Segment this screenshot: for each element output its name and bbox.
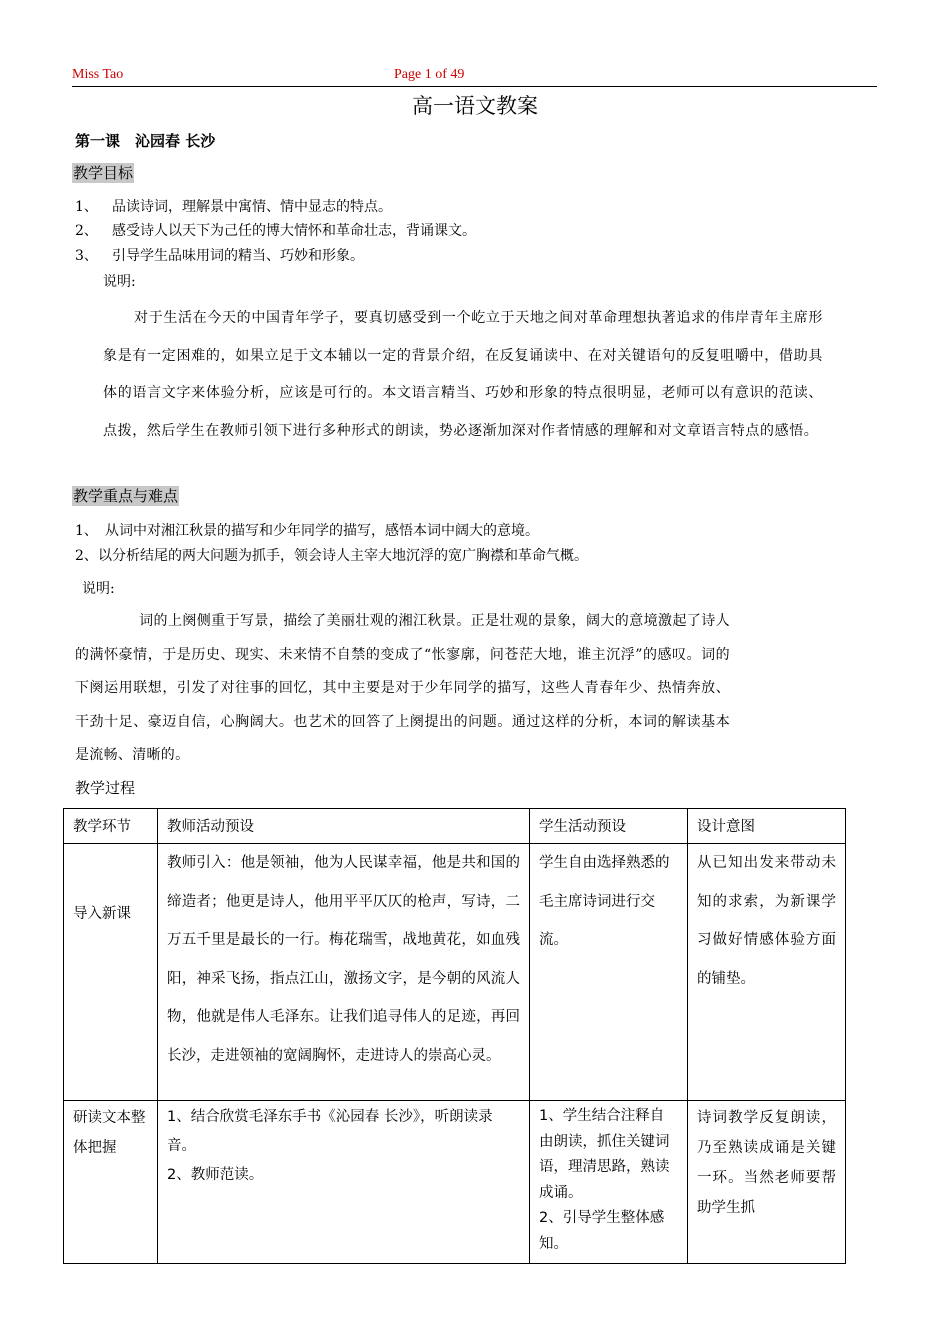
key-points-note-paragraph <box>75 605 730 773</box>
teacher-cell <box>158 1101 530 1264</box>
design-intent: 诗词教学反复朗读，乃至熟读成诵是关键一环。当然老师要帮助学生抓 <box>697 1110 836 1216</box>
table-header-row <box>64 809 846 844</box>
column-header: 教学环节 <box>64 809 158 844</box>
student-activity-line: 1、学生结合注释自由朗读，抓住关键词语，理清思路，熟读成诵。 <box>539 1108 670 1201</box>
goals-note-label: 说明: <box>103 274 136 290</box>
stage-cell <box>64 1101 158 1264</box>
goals-heading: 教学目标 <box>73 164 134 182</box>
key-points-note-text: 词的上阕侧重于写景，描绘了美丽壮观的湘江秋景。正是壮观的景象，阔大的意境激起了诗人的满怀豪情，于是历史、现实、未来情不自禁的变成了“怅寥廓，问苍茫大地，谁主沉浮”的感叹。词的下阕运用联想，引发了对往事的回忆，其中主要是对于少年同学的描写，这些人青春年少、热情奔放、干劲十足、豪迈自信，心胸阔大。也艺术的回答了上阕提出的问题。通过这样的分析，本词的解读基本是流畅、清晰的。 <box>75 613 730 763</box>
goals-note-text: 对于生活在今天的中国青年学子，要真切感受到一个屹立于天地之间对革命理想执著追求的伟岸青年主席形象是有一定困难的，如果立足于文本辅以一定的背景介绍，在反复诵读中、在对关键语句的反复咀嚼中，借助具体的语言文字来体验分析，应该是可行的。本文语言精当、巧妙和形象的特点很明显，老师可以有意识的范读、点拨，然后学生在教师引领下进行多种形式的朗读，势必逐渐加深对作者情感的理解和对文章语言特点的感悟。 <box>103 310 823 439</box>
goal-item-number: 3、 <box>75 248 98 264</box>
table-row <box>64 1101 846 1264</box>
goal-item <box>75 196 392 216</box>
goal-item <box>75 245 364 265</box>
teacher-activity-line: 2、教师范读。 <box>167 1167 264 1183</box>
lesson-title: 第一课 沁园春 长沙 <box>75 132 216 150</box>
key-points-note-label: 说明: <box>82 581 115 597</box>
student-activity-line: 2、引导学生整体感知。 <box>539 1210 665 1252</box>
teacher-activity: 教师引入：他是领袖，他为人民谋幸福，他是共和国的缔造者；他更是诗人，他用平平仄仄的枪声，写诗，二万五千里是最长的一行。梅花瑞雪，战地黄花，如血残阳，神采飞扬，指点江山，激扬文字，是今朝的风流人物，他就是伟人毛泽东。让我们追寻伟人的足迹，再回长沙，走进领袖的宽阔胸怀，走进诗人的崇高心灵。 <box>167 855 520 1064</box>
column-header: 教师活动预设 <box>158 809 530 844</box>
key-point-number: 1、 <box>75 523 98 539</box>
header-author: Miss Tao <box>72 67 124 82</box>
key-point-text: 从词中对湘江秋景的描写和少年同学的描写，感悟本词中阔大的意境。 <box>105 523 539 539</box>
stage-label: 导入新课 <box>73 906 131 922</box>
design-intent: 从已知出发来带动未知的求索，为新课学习做好情感体验方面的铺垫。 <box>697 855 836 987</box>
column-header: 学生活动预设 <box>530 809 688 844</box>
goal-item <box>75 220 476 240</box>
key-point-item <box>75 520 539 540</box>
lesson-plan-table <box>63 808 846 1264</box>
stage-cell <box>64 844 158 1101</box>
page-header <box>72 66 877 87</box>
process-label: 教学过程 <box>75 779 136 797</box>
goal-item-text: 感受诗人以天下为己任的博大情怀和革命壮志，背诵课文。 <box>112 223 476 239</box>
student-activity: 学生自由选择熟悉的毛主席诗词进行交流。 <box>539 855 670 948</box>
teacher-activity-line: 1、结合欣赏毛泽东手书《沁园春 长沙》，听朗读录音。 <box>167 1109 493 1154</box>
table-row <box>64 844 846 1101</box>
key-points-heading: 教学重点与难点 <box>73 487 179 505</box>
stage-label: 研读文本整体把握 <box>73 1110 146 1156</box>
goal-item-number: 1、 <box>75 199 98 215</box>
header-page-number: Page 1 of 49 <box>394 67 465 82</box>
student-cell <box>530 1101 688 1264</box>
goals-note-paragraph <box>103 300 823 450</box>
document-title: 高一语文教案 <box>412 94 538 118</box>
goal-item-text: 引导学生品味用词的精当、巧妙和形象。 <box>112 248 364 264</box>
goal-item-number: 2、 <box>75 223 98 239</box>
teacher-cell <box>158 844 530 1101</box>
intent-cell <box>688 1101 846 1264</box>
goal-item-text: 品读诗词，理解景中寓情、情中显志的特点。 <box>112 199 392 215</box>
key-point-text: 以分析结尾的两大问题为抓手，领会诗人主宰大地沉浮的宽广胸襟和革命气概。 <box>98 548 588 564</box>
student-cell <box>530 844 688 1101</box>
column-header: 设计意图 <box>688 809 846 844</box>
intent-cell <box>688 844 846 1101</box>
key-point-number: 2、 <box>75 548 98 564</box>
key-point-item <box>75 545 588 565</box>
